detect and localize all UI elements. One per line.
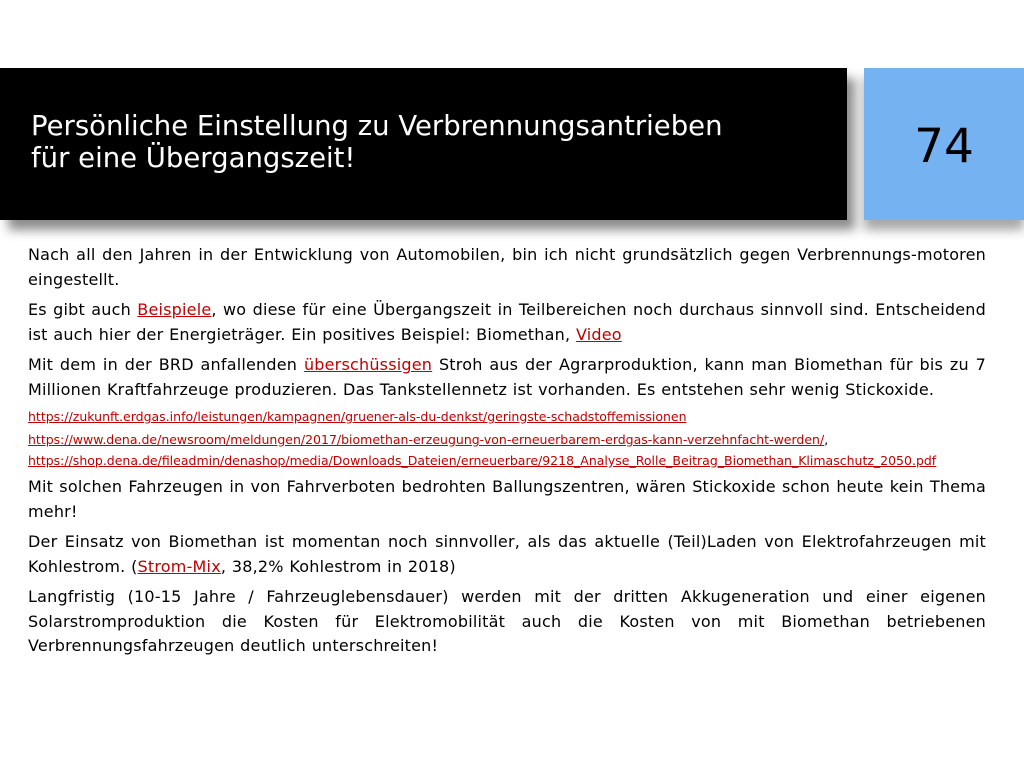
url-paragraph-dena [28,431,986,469]
link-video[interactable]: Video [575,324,622,344]
paragraph-straw-text-2: Stroh aus der Agrarproduktion, kann man Biomethan für bis zu 7 Millionen Kraftfahrzeuge produzieren. Das Tankstellennetz ist vorhanden. Es entstehen sehr wenig Stickoxide. [28,355,987,399]
page-number: 74 [914,119,974,174]
paragraph-coal-text-1: Der Einsatz von Biomethan ist momentan noch sinnvoller, als das aktuelle (Teil)Laden von Elektrofahrzeugen mit Kohlestrom. ( [28,532,986,576]
link-url-dena-shop[interactable]: https://shop.dena.de/fileadmin/denashop/media/Downloads_Dateien/erneuerbare/9218_Analyse_Rolle_Beitrag_Biomethan_Klimaschutz_2050.pdf [28,453,937,468]
paragraph-straw [28,353,986,402]
paragraph-biomethane-vs-coal [28,530,986,579]
slide-body [28,243,986,665]
link-strom-mix[interactable]: Strom-Mix [137,556,221,576]
paragraph-cities: Mit solchen Fahrzeugen in von Fahrverboten bedrohten Ballungszentren, wären Stickoxide schon heute kein Thema mehr! [28,477,986,521]
slide-title [31,110,831,174]
url-line-dena-news [28,431,986,448]
url-paragraph-erdgas [28,408,986,425]
paragraph-straw-text-1: Mit dem in der BRD anfallenden [28,355,304,374]
paragraph-examples [28,298,986,347]
paragraph-intro: Nach all den Jahren in der Entwicklung von Automobilen, bin ich nicht grundsätzlich gegen Verbrennungs-motoren eingestellt. [28,245,986,289]
link-beispiele[interactable]: Beispiele [137,300,212,319]
paragraph-examples-text-1: Es gibt auch [28,300,138,319]
url-line-dena-shop [28,452,986,469]
url-separator: , [824,432,829,447]
paragraph-long-term: Langfristig (10-15 Jahre / Fahrzeuglebensdauer) werden mit der dritten Akkugeneration und einer eigenen Solarstromproduktion die Kosten für Elektromobilität auch die Kosten von mit Biomethan betriebenen Verbrennungsfahrzeugen deutlich unterschreiten! [28,587,986,655]
link-url-dena-news[interactable]: https://www.dena.de/newsroom/meldungen/2017/biomethan-erzeugung-von-erneuerbarem-erdgas-kann-verzehnfacht-werden/ [28,432,825,447]
paragraph-examples-text-2: , wo diese für eine Übergangszeit in Teilbereichen noch durchaus sinnvoll sind. Entscheidend ist auch hier der Energieträger. Ein positives Beispiel: Biomethan, [28,300,987,344]
slide-title-line-1: Persönliche Einstellung zu Verbrennungsantrieben [31,110,723,142]
link-url-erdgas[interactable]: https://zukunft.erdgas.info/leistungen/kampagnen/gruener-als-du-denkst/geringste-schadstoffemissionen [28,409,687,424]
paragraph-coal-text-2: , 38,2% Kohlestrom in 2018) [220,556,456,576]
link-ueberschuessigen[interactable]: überschüssigen [303,355,433,374]
slide-title-line-2: für eine Übergangszeit! [31,142,356,174]
